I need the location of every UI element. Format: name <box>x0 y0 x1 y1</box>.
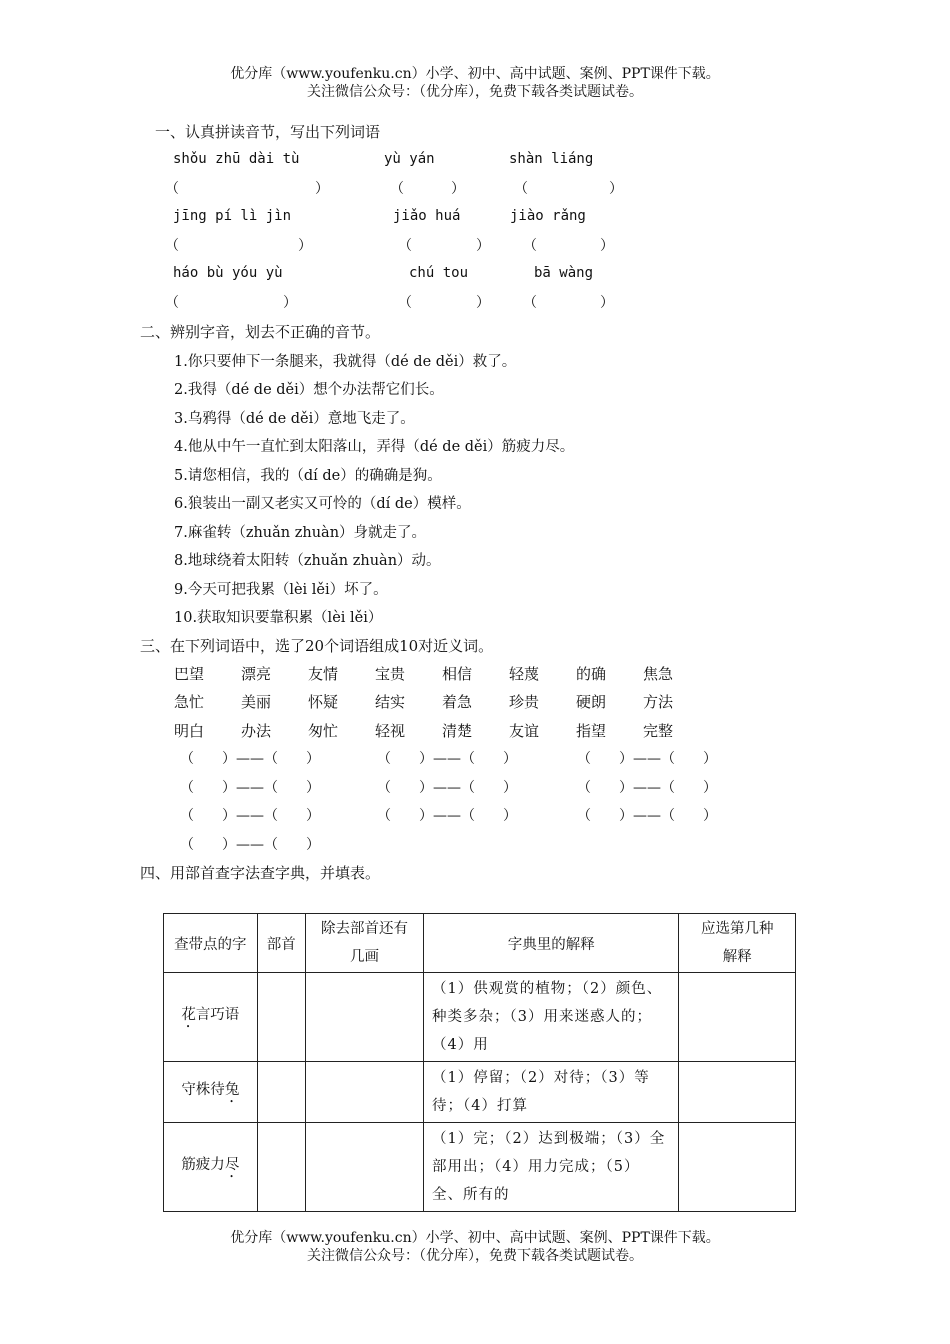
answer-open: （ <box>165 295 179 311</box>
vocab-word: 着急 <box>442 693 473 711</box>
choice-answer-cell[interactable] <box>679 973 796 1062</box>
vocab-word: 漂亮 <box>241 665 272 683</box>
dotted-char: 兔 <box>224 1082 240 1098</box>
pinyin: jiǎo huá <box>393 208 461 224</box>
section2-title: 二、辨别字音，划去不正确的音节。 <box>140 323 381 341</box>
pinyin: yù yán <box>384 151 435 167</box>
answer-close: ） <box>476 238 490 254</box>
table-row <box>164 1123 796 1212</box>
header-cell: 除去部首还有几画 <box>305 914 423 973</box>
table-header-row <box>164 914 796 973</box>
answer-open: （ <box>165 181 179 197</box>
synonym-pair-blank[interactable]: （ ）——（ ） <box>377 751 517 767</box>
question-item: 4.他从中午一直忙到太阳落山，弄得（dé de děi）筋疲力尽。 <box>174 439 575 455</box>
pinyin: háo bù yóu yù <box>173 265 283 281</box>
definition-cell: （1）完；（2）达到极端；（3）全部用出；（4）用力完成；（5）全、所有的 <box>424 1123 679 1212</box>
pinyin: shǒu zhū dài tù <box>173 151 300 167</box>
answer-open: （ <box>398 238 412 254</box>
header-cell: 应选第几种解释 <box>679 914 796 973</box>
answer-open: （ <box>523 295 537 311</box>
vocab-word: 明白 <box>174 722 205 740</box>
vocab-word: 怀疑 <box>308 693 339 711</box>
answer-open: （ <box>514 181 528 197</box>
vocab-word: 清楚 <box>442 722 473 740</box>
header-line-1: 优分库（www.youfenku.cn）小学、初中、高中试题、案例、PPT课件下载。 <box>230 66 720 82</box>
query-word: 花言巧语 <box>164 973 258 1062</box>
pinyin: bā wàng <box>534 265 594 281</box>
pinyin: jīng pí lì jìn <box>173 208 292 224</box>
question-item: 10.获取知识要靠积累（lèi lěi） <box>174 610 383 626</box>
header-cell: 字典里的解释 <box>424 914 679 973</box>
table-row <box>164 1062 796 1123</box>
answer-close: ） <box>283 295 297 311</box>
vocab-word: 相信 <box>442 665 473 683</box>
vocab-word: 珍贵 <box>509 693 540 711</box>
answer-close: ） <box>600 238 614 254</box>
question-item: 2.我得（dé de děi）想个办法帮它们长。 <box>174 382 444 398</box>
footer-line-2: 关注微信公众号：（优分库），免费下载各类试题试卷。 <box>307 1248 643 1264</box>
synonym-pair-blank[interactable]: （ ）——（ ） <box>377 780 517 796</box>
query-word: 筋疲力尽 <box>164 1123 258 1212</box>
synonym-pair-blank[interactable]: （ ）——（ ） <box>180 751 320 767</box>
answer-close: ） <box>298 238 312 254</box>
choice-answer-cell[interactable] <box>679 1123 796 1212</box>
synonym-pair-blank[interactable]: （ ）——（ ） <box>577 751 717 767</box>
vocab-word: 宝贵 <box>375 665 406 683</box>
radical-answer-cell[interactable] <box>257 973 305 1062</box>
vocab-word: 美丽 <box>241 693 272 711</box>
synonym-pair-blank[interactable]: （ ）——（ ） <box>180 780 320 796</box>
question-item: 8.地球绕着太阳转（zhuǎn zhuàn）动。 <box>174 553 441 569</box>
vocab-word: 结实 <box>375 693 406 711</box>
vocab-word: 完整 <box>643 722 674 740</box>
choice-answer-cell[interactable] <box>679 1062 796 1123</box>
answer-close: ） <box>315 181 329 197</box>
definition-cell: （1）停留；（2）对待；（3）等待；（4）打算 <box>424 1062 679 1123</box>
radical-answer-cell[interactable] <box>257 1062 305 1123</box>
synonym-pair-blank[interactable]: （ ）——（ ） <box>180 808 320 824</box>
pinyin: jiào rǎng <box>510 208 586 224</box>
vocab-word: 指望 <box>576 722 607 740</box>
section1-title: 一、认真拼读音节，写出下列词语 <box>155 123 381 141</box>
synonym-pair-blank[interactable]: （ ）——（ ） <box>577 808 717 824</box>
vocab-word: 办法 <box>241 722 272 740</box>
answer-open: （ <box>523 238 537 254</box>
definition-cell: （1）供观赏的植物；（2）颜色、种类多杂；（3）用来迷惑人的；（4）用 <box>424 973 679 1062</box>
strokes-answer-cell[interactable] <box>305 1062 423 1123</box>
answer-open: （ <box>165 238 179 254</box>
synonym-pair-blank[interactable]: （ ）——（ ） <box>180 837 320 853</box>
answer-close: ） <box>476 295 490 311</box>
question-item: 3.乌鸦得（dé de děi）意地飞走了。 <box>174 411 415 427</box>
question-item: 1.你只要伸下一条腿来，我就得（dé de děi）救了。 <box>174 354 517 370</box>
question-item: 6.狼装出一副又老实又可怜的（dí de）模样。 <box>174 496 471 512</box>
header-cell: 部首 <box>257 914 305 973</box>
question-item: 9.今天可把我累（lèi lěi）坏了。 <box>174 582 388 598</box>
vocab-word: 急忙 <box>174 693 205 711</box>
answer-close: ） <box>600 295 614 311</box>
section4-title: 四、用部首查字法查字典，并填表。 <box>140 864 381 882</box>
vocab-word: 友谊 <box>509 722 540 740</box>
dotted-char: 尽 <box>224 1157 240 1173</box>
answer-open: （ <box>398 295 412 311</box>
question-item: 7.麻雀转（zhuǎn zhuàn）身就走了。 <box>174 525 427 541</box>
vocab-word: 的确 <box>576 665 607 683</box>
header-cell: 查带点的字 <box>164 914 258 973</box>
answer-open: （ <box>390 181 404 197</box>
strokes-answer-cell[interactable] <box>305 1123 423 1212</box>
synonym-pair-blank[interactable]: （ ）——（ ） <box>577 780 717 796</box>
header-line-2: 关注微信公众号：（优分库），免费下载各类试题试卷。 <box>307 84 643 100</box>
vocab-word: 巴望 <box>174 665 205 683</box>
vocab-word: 轻视 <box>375 722 406 740</box>
answer-close: ） <box>609 181 623 197</box>
answer-close: ） <box>451 181 465 197</box>
vocab-word: 焦急 <box>643 665 674 683</box>
vocab-word: 友情 <box>308 665 339 683</box>
table-row <box>164 973 796 1062</box>
query-word: 守株待兔 <box>164 1062 258 1123</box>
synonym-pair-blank[interactable]: （ ）——（ ） <box>377 808 517 824</box>
footer-line-1: 优分库（www.youfenku.cn）小学、初中、高中试题、案例、PPT课件下载。 <box>230 1230 720 1246</box>
pinyin: shàn liáng <box>509 151 594 167</box>
dictionary-table <box>163 913 796 1212</box>
dotted-char: 花 <box>181 1007 196 1023</box>
section3-title: 三、在下列词语中，选了20个词语组成10对近义词。 <box>140 637 494 655</box>
radical-answer-cell[interactable] <box>257 1123 305 1212</box>
strokes-answer-cell[interactable] <box>305 973 423 1062</box>
vocab-word: 硬朗 <box>576 693 607 711</box>
pinyin: chú tou <box>409 265 469 281</box>
vocab-word: 匆忙 <box>308 722 339 740</box>
question-item: 5.请您相信，我的（dí de）的确确是狗。 <box>174 468 442 484</box>
vocab-word: 方法 <box>643 693 674 711</box>
vocab-word: 轻蔑 <box>509 665 540 683</box>
